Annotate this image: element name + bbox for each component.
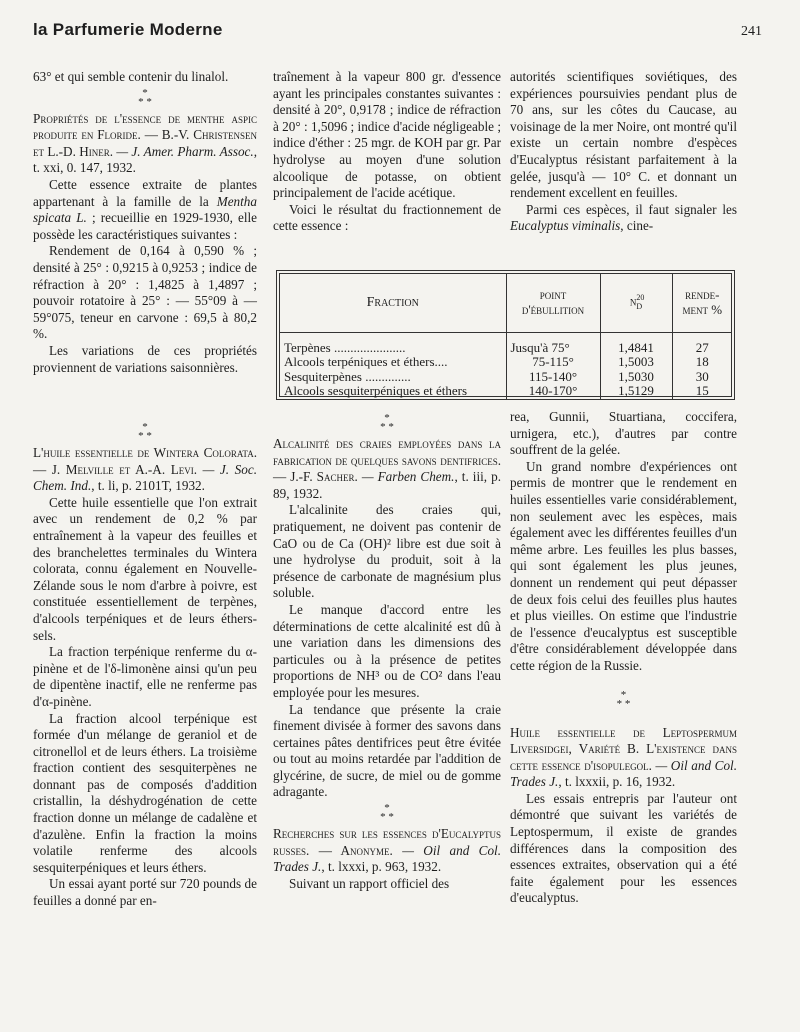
paragraph: La tendance que présente la craie finement divisée à former des savons dans certaines pâtes dentifrices peut être évitée ou tout au moins retardée par l'addition de glycérine, de sucre, de miel ou de gomme adragante.: [273, 701, 501, 800]
paragraph: 63° et qui semble contenir du linalol.: [33, 69, 229, 84]
article-title: Huile essentielle de Leptospermum Liversidgei, Variété B. L'existence dans cette essence d'isopulegol. — Oil and Col. Trades J., t. lxxxii, p. 16, 1932.: [510, 724, 737, 790]
column-1-bottom: [33, 420, 257, 910]
column-3-bottom: [510, 409, 737, 907]
section-divider: * * *: [138, 421, 152, 442]
paragraph: Un grand nombre d'expériences ont permis de montrer que le rendement en huiles essentielles varie considérablement, non seulement avec les espèces, mais également avec les différentes feuilles d'un même arbre. Les feuilles les plus basses, qui sont également les plus jeunes, donnent un rendement qui peut dépasser de deux fois celui des feuilles plus hautes et plus vieilles. On estime que l'industrie de l'essence d'eucalyptus est susceptible d'être considérablement développée dans cette région de la Russie.: [510, 458, 737, 673]
fraction-table: [280, 274, 732, 399]
table-header-index: $n^{20}_D$: [600, 274, 672, 332]
paragraph: Suivant un rapport officiel des: [289, 875, 450, 891]
table-row: Sesquiterpènes .............. 115-140° 1,5030 30: [280, 370, 732, 385]
article-title: Propriétés de l'essence de menthe aspic produite en Floride. — B.-V. Christensen et L.-D. Hiner. — J. Amer. Pharm. Assoc., t. xxi, 0. 147, 1932.: [33, 110, 258, 176]
paragraph: La fraction alcool terpénique est formée d'un mélange de geraniol et de citronellol et de leurs éthers. La troisième fraction contient des sesquiterpènes ne donnant pas de composés d'addition cristallin, la déshydrogénation de cette fraction donne un mélange de cadalène et d'azulène. Enfin la fraction la moins volatile renferme des alcools sesquiterpéniques et leurs éthers.: [33, 710, 257, 875]
column-1-top: [33, 69, 257, 376]
paragraph: Rendement de 0,164 à 0,590 % ; densité à 25° : 0,9215 à 0,9253 ; indice de réfraction à 20° : 1,4825 à 1,4897 ; pouvoir rotatoire à 25° : — 55°09 à — 59°075, teneur en carvone : 69,5 à 80,2 %.: [33, 243, 257, 342]
article-title: L'huile essentielle de Wintera Colorata. — J. Melville et A.-A. Levi. — J. Soc. Chem. Ind., t. li, p. 2101T, 1932.: [33, 445, 257, 494]
paragraph: Les variations de ces propriétés proviennent de variations saisonnières.: [33, 342, 257, 375]
fraction-table-frame: [276, 270, 735, 400]
column-2-bottom: [273, 411, 501, 892]
paragraph: autorités scientifiques soviétiques, des expériences poursuivies pendant plus de 70 ans, sur les côtes du Caucase, au voisinage de la mer Noire, ont montré qu'il existe un certain nombre d'espèces d'Eucalyptus résistant parfaitement à la gelée, jusqu'à — 10° C. et donnant un rendement excellent en feuilles.: [510, 69, 737, 201]
paragraph: L'alcalinite des craies qui, pratiquement, ne doivent pas contenir de CaO ou de Ca (OH)² libre est due soit à une hydrolyse du produit, soit à la présence de carbonate de magnésium plus soluble.: [273, 502, 501, 601]
paragraph: Cette huile essentielle que l'on extrait avec un rendement de 0,2 % par entraînement à la vapeur des feuilles et des branchelettes terminales du Wintera colorata, connu également en Nouvelle-Zélande sous le nom d'arbre à poivre, est constituée essentiellement de terpènes, d'alcools terpéniques et de leurs éthers-sels.: [33, 494, 257, 643]
article-title: Alcalinité des craies employées dans la fabrication de quelques savons dentifrices. — J.-F. Sacher. — Farben Chem., t. iii, p. 89, 1932.: [273, 436, 502, 501]
paragraph: Cette essence extraite de plantes appartenant à la famille de la Mentha spicata L. ; recueillie en 1929-1930, elle possède les caractéristiques suivantes :: [33, 176, 258, 242]
table-header-fraction: Fraction: [280, 274, 506, 332]
paragraph: traînement à la vapeur 800 gr. d'essence ayant les principales constantes suivantes : densité à 20°, 0,9178 ; indice de réfraction à 20° : 1,5096 ; indice d'acide négligeable ; indice d'éther : 25 mgr. de KOH par gr. Par hydrolyse au moyen d'une solution alcoolique de potasse, on obtient principalement de l'acide acétique.: [273, 69, 501, 201]
section-divider: * * *: [380, 412, 394, 433]
paragraph: Le manque d'accord entre les déterminations de cette alcalinité est dû à une variation dans les dimensions des particules ou à la présence de petites proportions de NH³ ou de CO² dans l'eau employée pour les mesures.: [273, 601, 501, 700]
page-number: 241: [741, 24, 762, 39]
table-header-rendement: rende- ment %: [672, 274, 732, 332]
journal-title: la Parfumerie Moderne: [33, 20, 223, 39]
article-title: Recherches sur les essences d'Eucalyptus russes. — Anonyme. — Oil and Col. Trades J., t. lxxxi, p. 963, 1932.: [273, 826, 502, 875]
section-divider: * * *: [138, 86, 152, 108]
paragraph: Parmi ces espèces, il faut signaler les Eucalyptus viminalis, cine-: [510, 201, 737, 234]
paragraph: Voici le résultat du fractionnement de cette essence :: [273, 201, 501, 234]
table-row: Terpènes ...................... Jusqu'à 75° 1,4841 27: [280, 332, 732, 355]
paragraph: Un essai ayant porté sur 720 pounds de feuilles a donné par en-: [33, 876, 257, 909]
section-divider: * * *: [380, 802, 394, 824]
paragraph: La fraction terpénique renferme du α-pinène et de l'δ-limonène ainsi qu'un peu de dipentène inactif, elle ne renferme pas d'α-pinène.: [33, 644, 257, 709]
paragraph: rea, Gunnii, Stuartiana, coccifera, urnigera, etc.), d'autres par contre souffrent de la gelée.: [510, 409, 737, 458]
column-2-top: [273, 69, 501, 235]
table-header-point: point d'ébullition: [506, 274, 600, 332]
section-divider: * * *: [616, 688, 631, 710]
paragraph: Les essais entrepris par l'auteur ont démontré que suivant les variétés de Leptospermum, il existe de grandes différences dans la composition des essences extraites, observation qui a été faite également pour les essences d'eucalyptus.: [510, 790, 737, 906]
page-header: [33, 22, 762, 44]
column-3-top: [510, 69, 737, 235]
table-row: Alcools terpéniques et éthers.... 75-115° 1,5003 18: [280, 355, 732, 370]
table-row: Alcools sesquiterpéniques et éthers 140-170° 1,5129 15: [280, 384, 732, 399]
